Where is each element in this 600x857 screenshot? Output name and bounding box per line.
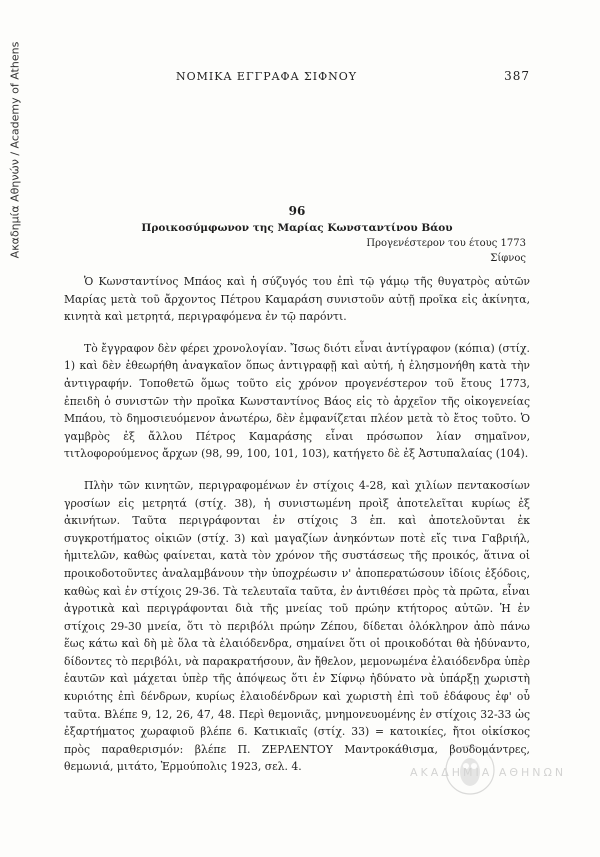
archive-side-label [8,40,22,260]
page-number: 387 [504,69,530,83]
document-number: 96 [288,204,306,218]
document-title: Προικοσύμφωνον της Μαρίας Κωνσταντίνου Βάου [141,222,453,234]
watermark-text: ΑΚΑΔΗΜΙΑ ΑΘΗΝΩΝ [410,766,567,779]
paragraph-property: Πλὴν τῶν κινητῶν, περιγραφομένων ἐν στίχοις 4-28, καὶ χιλίων πεντακοσίων γροσίων εἰς μετρητά (στίχ. 38), ἡ συνιστωμένη προὶξ ἀποτελεῖται κυρίως ἐξ ἀκινήτων. Ταῦτα περιγράφονται ἐν στίχοις 3 ἑπ. καὶ ἀποτελοῦνται ἐκ συγκροτήματος οἰκιῶν (στίχ. 3) καὶ μαγαζίων ἀνηκόντων ποτὲ εἴς τινα Γαβριήλ, ἡμιτελῶν, καθὼς φαίνεται, κατὰ τὸν χρόνον τῆς συστάσεως τῆς προικός, ἅτινα οἱ προικοδοτοῦντες ἀναλαμβάνουν τὴν ὑποχρέωσιν ν' ἀποπερατώσουν ἰδίοις ἐξόδοις, καθὼς καὶ ἐν στίχοις 29-36. Τὰ τελευταῖα ταῦτα, ἐν ἀντιθέσει πρὸς τὰ πρῶτα, εἶναι ἀγροτικὰ καὶ περιγράφονται διὰ τῆς μνείας τοῦ πρώην κτήτορος αὐτῶν. Ἡ ἐν στίχοις 29-30 μνεία, ὅτι τὸ περιβόλι πρώην Ζέπου, δίδεται ὁλόκληρον ἀπὸ πάνω ἕως κάτω καὶ δὴ μὲ ὅλα τὰ ἐλαιόδενδρα, σημαίνει ὅτι οἱ προικοδόται θὰ ἠδύναντο, δίδοντες τὸ περιβόλι, νὰ παρακρατήσουν, ἂν ἤθελον, μεμονωμένα ἐλαιόδενδρα ὑπὲρ ἑαυτῶν καὶ μάχεται ὑπὲρ τῆς ἀπόψεως ὅτι ἐν Σίφνῳ ἠδύνατο νὰ ὑπάρξῃ χωριστὴ κυριότης ἐπὶ δένδρων, κυρίως ἐλαιοδένδρων καὶ χωριστὴ ἐπὶ τοῦ ἐδάφους ἐφ' οὗ ταῦτα. Βλέπε 9, 12, 26, 47, 48. Περὶ θεμονιᾶς, μνημονευομένης ἐν στίχοις 32-33 ὡς ἐξαρτήματος χωραφιοῦ βλέπε 6. Κατικιαῖς (στίχ. 33) = κατοικίες, ἤτοι οἰκίσκος πρὸς παραθερισμόν: βλέπε Π. ΖΕΡΛΕΝΤΟΥ Μαντροκάθισμα, βουδομάντρες, θεμωνιά, μιτάτο, Ἑρμούπολις 1923, σελ. 4. [64,478,530,774]
paragraph-summary: Ὁ Κωνσταντίνος Μπάος καὶ ἡ σύζυγός του ἐπὶ τῷ γάμῳ τῆς θυγατρὸς αὐτῶν Μαρίας μετὰ τοῦ ἄρχοντος Πέτρου Καμαράση συνιστοῦν αὐτῇ προῖκα εἰς ἀκίνητα, κινητὰ καὶ μετρητά, περιγραφόμενα ἐν τῷ παρόντι. [64,275,530,324]
commentary-body [64,273,530,790]
document-date: Προγενέστερον του έτους 1773 [366,238,526,249]
academy-watermark [410,740,590,800]
archive-side-label-text: Ακαδημία Αθηνών / Academy of Athens [8,41,22,259]
document-place: Σίφνος [490,253,526,264]
paragraph-dating: Τὸ ἔγγραφον δὲν φέρει χρονολογίαν. Ἴσως διότι εἶναι ἀντίγραφον (κόπια) (στίχ. 1) καὶ δὲν ἐθεωρήθη ἀναγκαῖον ὅπως ἀντιγραφῇ καὶ αὐτή, ἡ ἐλησμονήθη κατὰ τὴν ἀντιγραφήν. Τοποθετῶ ὅμως τοῦτο εἰς χρόνον προγενέστερον τοῦ ἔτους 1773, ἐπειδὴ ὁ συνιστῶν τὴν προῖκα Κωνσταντίνος Βάος εἰς τὸ ἀρχεῖον τῆς οἰκογενείας Μπάου, τὸ δημοσιευόμενον ἀνωτέρω, δὲν ἐμφανίζεται πλέον μετὰ τὸ ἔτος τοῦτο. Ὁ γαμβρὸς ἐξ ἄλλου Πέτρος Καμαράσης εἶναι πρόσωπον λίαν σημαῖνον, τιτλοφορούμενος ἄρχων (98, 99, 100, 101, 103), κατήγετο δὲ ἐξ Ἀστυπαλαίας (104). [64,341,530,461]
running-header-title: ΝΟΜΙΚΑ ΕΓΓΡΑΦΑ ΣΙΦΝΟΥ [176,70,358,83]
